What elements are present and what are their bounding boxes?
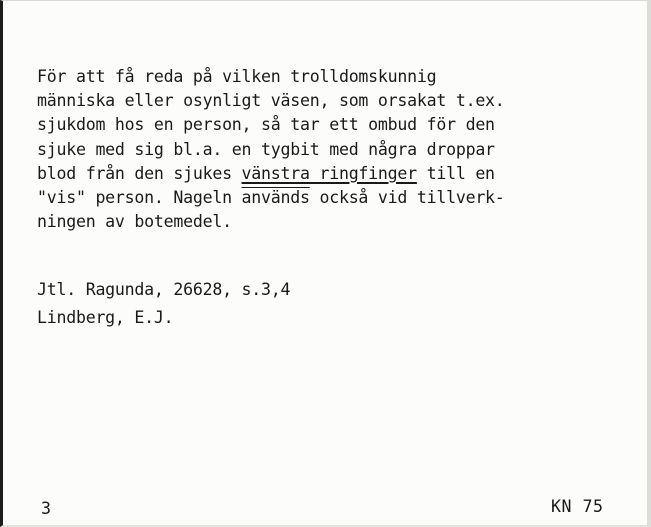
body-line-1: För att få reda på vilken trolldomskunnig <box>37 67 437 86</box>
overlined-word: används <box>241 188 310 208</box>
body-line-2: människa eller osynligt väsen, som orsakat t.ex. <box>37 91 505 111</box>
body-line-5 <box>37 162 505 186</box>
body-line-5-start: blod från den sjukes <box>37 163 242 183</box>
body-line-5-end: till en <box>416 163 495 183</box>
card-number: 3 <box>41 499 51 518</box>
card-code: KN 75 <box>551 497 604 516</box>
underlined-phrase: vänstra ringfinger <box>241 163 417 183</box>
body-line-6-start: "vis" person. Nageln <box>37 188 242 208</box>
body-line-7: ningen av botemedel. <box>37 212 232 232</box>
body-line-6 <box>37 186 505 210</box>
card-body-text <box>37 65 505 234</box>
recorder-name: Lindberg, E.J. <box>37 308 174 327</box>
body-line-3: sjukdom hos en person, så tar ett ombud för den <box>37 115 495 135</box>
source-line: Jtl. Ragunda, 26628, s.3,4 <box>37 280 291 299</box>
body-line-4: sjuke med sig bl.a. en tygbit med några droppar <box>37 139 495 159</box>
source-reference <box>37 276 290 332</box>
body-line-6-end: också vid tillverk- <box>309 188 505 208</box>
